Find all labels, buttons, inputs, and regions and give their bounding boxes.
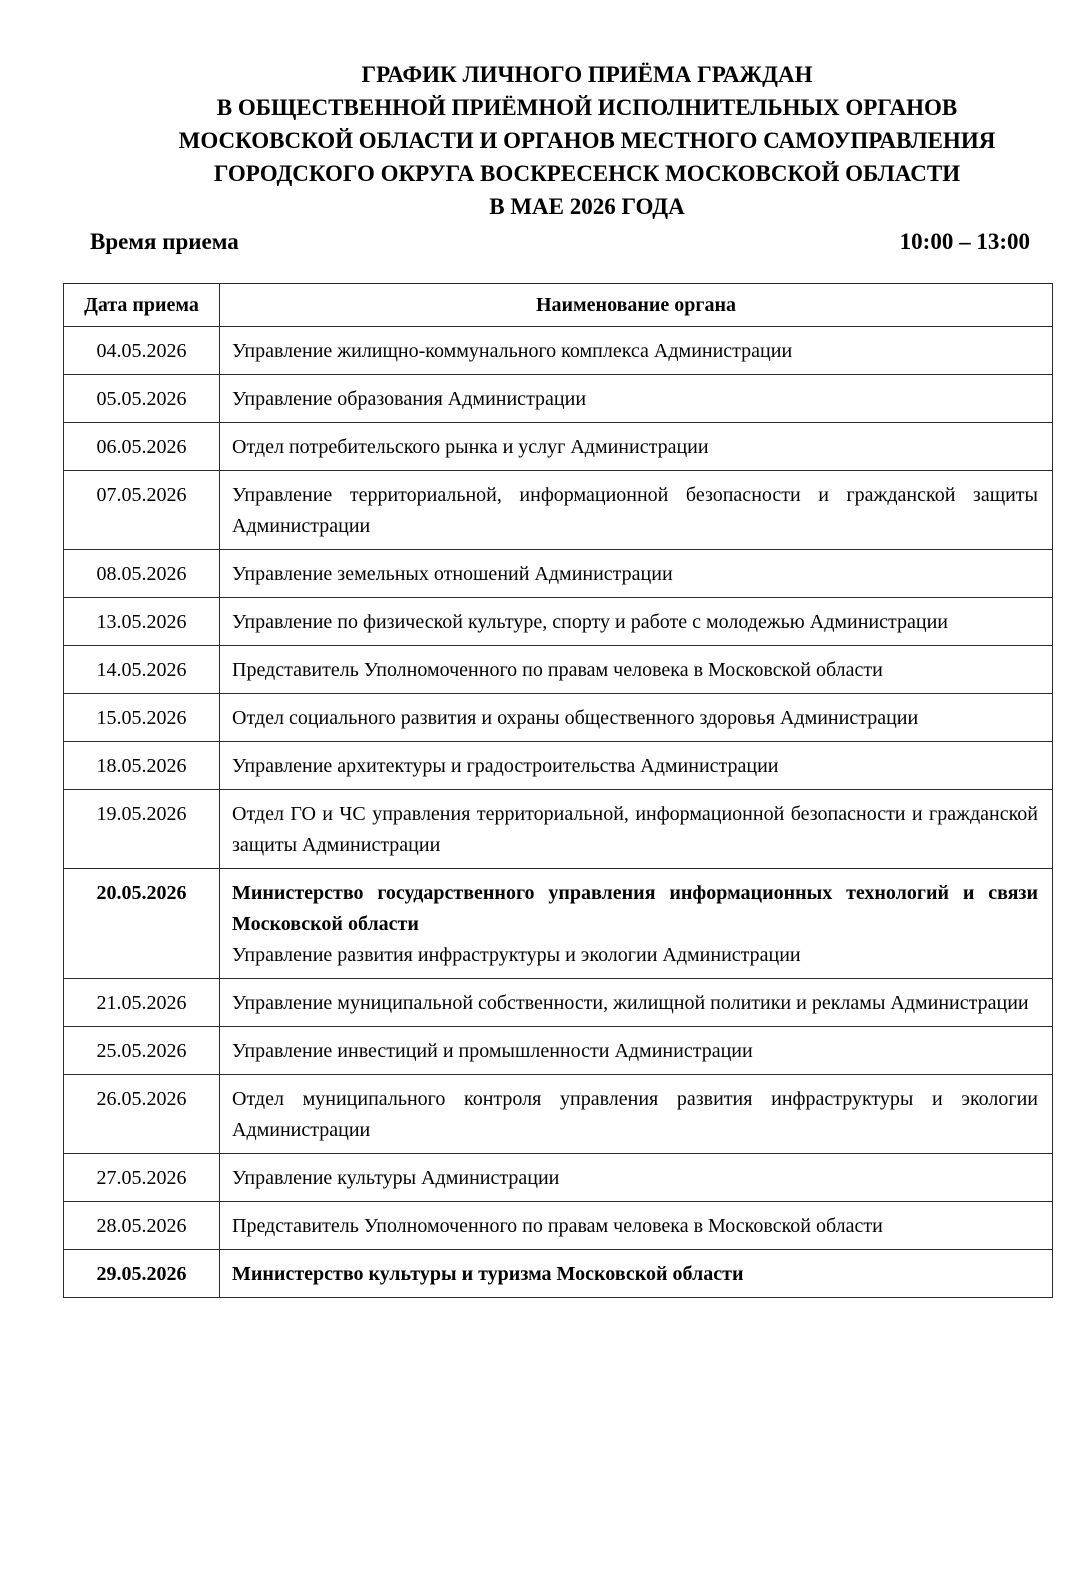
cell-reception-date: 07.05.2026 [64,471,220,550]
reception-time-row [90,227,1030,257]
cell-reception-date: 29.05.2026 [64,1250,220,1298]
organ-text-line: Управление жилищно-коммунального комплекса Администрации [232,340,793,362]
title-line-3: МОСКОВСКОЙ ОБЛАСТИ И ОРГАНОВ МЕСТНОГО САМОУПРАВЛЕНИЯ [178,128,996,153]
table-row [64,694,1053,742]
table-row [64,550,1053,598]
table-row [64,869,1053,979]
cell-organ-name [220,1027,1053,1075]
column-header-organ: Наименование органа [220,284,1053,327]
cell-reception-date: 06.05.2026 [64,423,220,471]
organ-text-line: Управление инвестиций и промышленности Администрации [232,1040,753,1062]
document-title [94,58,1080,223]
table-row [64,327,1053,375]
organ-text-line: Управление культуры Администрации [232,1167,560,1189]
organ-text-line: Представитель Уполномоченного по правам человека в Московской области [232,1215,883,1237]
table-row [64,598,1053,646]
table-row [64,471,1053,550]
cell-organ-name [220,423,1053,471]
title-line-2: В ОБЩЕСТВЕННОЙ ПРИЁМНОЙ ИСПОЛНИТЕЛЬНЫХ ОРГАНОВ [216,95,958,120]
organ-text-line: Министерство государственного управления информационных технологий и связи Московской области [232,882,1038,935]
organ-text-line: Министерство культуры и туризма Московской области [232,1263,744,1285]
schedule-table [63,283,1053,1298]
reception-time-value: 10:00 – 13:00 [899,229,1030,254]
organ-text-line: Отдел ГО и ЧС управления территориальной, информационной безопасности и гражданской защиты Администрации [232,803,1038,856]
cell-organ-name [220,742,1053,790]
table-row [64,1202,1053,1250]
cell-reception-date: 25.05.2026 [64,1027,220,1075]
cell-organ-name [220,646,1053,694]
cell-reception-date: 21.05.2026 [64,979,220,1027]
cell-reception-date: 08.05.2026 [64,550,220,598]
cell-organ-name [220,1154,1053,1202]
cell-reception-date: 20.05.2026 [64,869,220,979]
cell-organ-name [220,1202,1053,1250]
organ-text-line: Управление территориальной, информационной безопасности и гражданской защиты Администрации [232,484,1038,537]
cell-organ-name [220,979,1053,1027]
organ-text-line: Управление земельных отношений Администрации [232,563,673,585]
organ-text-line: Представитель Уполномоченного по правам человека в Московской области [232,659,883,681]
cell-organ-name [220,375,1053,423]
table-row [64,742,1053,790]
organ-text-line: Управление архитектуры и градостроительства Администрации [232,755,779,777]
cell-organ-name [220,1075,1053,1154]
cell-organ-name [220,790,1053,869]
table-row [64,1250,1053,1298]
cell-reception-date: 05.05.2026 [64,375,220,423]
cell-reception-date: 04.05.2026 [64,327,220,375]
column-header-date: Дата приема [64,284,220,327]
organ-text-line: Отдел социального развития и охраны общественного здоровья Администрации [232,707,919,729]
table-header-row [64,284,1053,327]
reception-time-label: Время приема [90,229,239,254]
table-row [64,979,1053,1027]
title-line-5: В МАЕ 2026 ГОДА [489,194,685,219]
cell-organ-name [220,327,1053,375]
table-row [64,1154,1053,1202]
cell-organ-name [220,1250,1053,1298]
cell-reception-date: 26.05.2026 [64,1075,220,1154]
table-row [64,646,1053,694]
cell-organ-name [220,598,1053,646]
title-line-1: ГРАФИК ЛИЧНОГО ПРИЁМА ГРАЖДАН [361,62,813,87]
cell-organ-name [220,550,1053,598]
cell-reception-date: 18.05.2026 [64,742,220,790]
cell-reception-date: 15.05.2026 [64,694,220,742]
cell-reception-date: 19.05.2026 [64,790,220,869]
cell-reception-date: 27.05.2026 [64,1154,220,1202]
table-row [64,1027,1053,1075]
cell-organ-name [220,869,1053,979]
organ-text-line: Управление образования Администрации [232,388,587,410]
cell-reception-date: 14.05.2026 [64,646,220,694]
organ-text-line: Отдел потребительского рынка и услуг Администрации [232,436,709,458]
table-row [64,1075,1053,1154]
cell-reception-date: 28.05.2026 [64,1202,220,1250]
organ-text-line: Управление развития инфраструктуры и экологии Администрации [232,944,801,966]
organ-text-line: Управление по физической культуре, спорту и работе с молодежью Администрации [232,611,948,633]
cell-organ-name [220,471,1053,550]
cell-organ-name [220,694,1053,742]
organ-text-line: Отдел муниципального контроля управления развития инфраструктуры и экологии Администрации [232,1088,1038,1141]
table-row [64,423,1053,471]
cell-reception-date: 13.05.2026 [64,598,220,646]
table-row [64,375,1053,423]
title-line-4: ГОРОДСКОГО ОКРУГА ВОСКРЕСЕНСК МОСКОВСКОЙ ОБЛАСТИ [213,161,961,186]
organ-text-line: Управление муниципальной собственности, жилищной политики и рекламы Администрации [232,992,1029,1014]
table-row [64,790,1053,869]
